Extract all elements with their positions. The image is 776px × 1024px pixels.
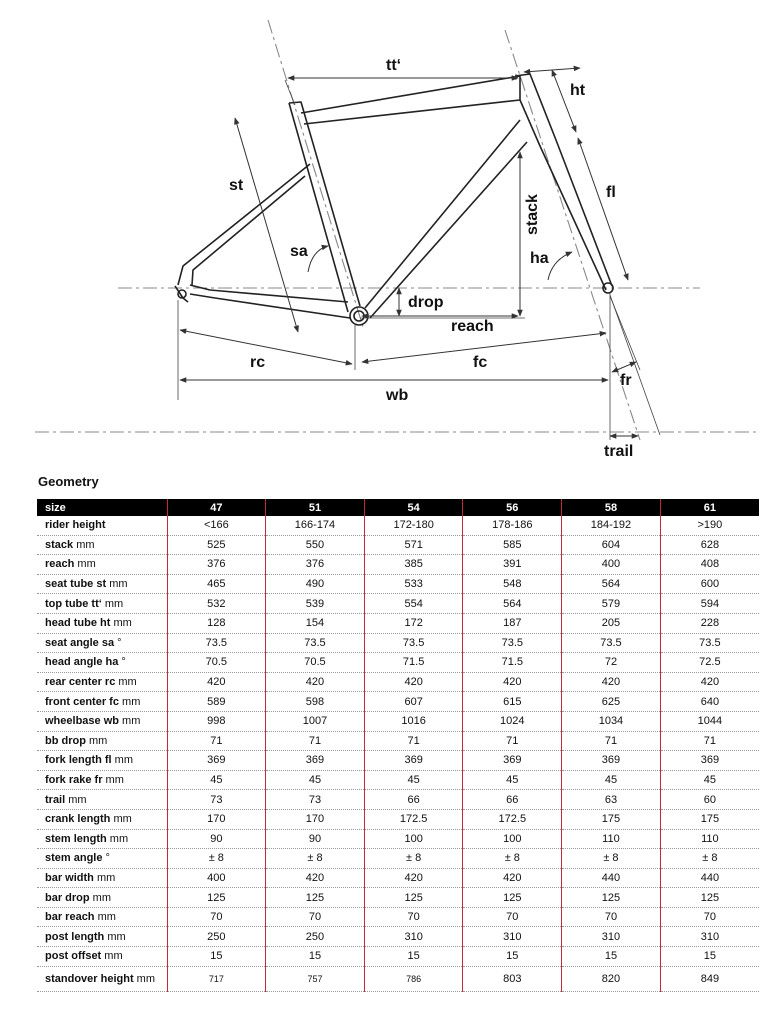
row-label-unit: mm [94,911,116,924]
geometry-table [37,499,759,992]
table-cell: 539 [266,594,365,614]
table-cell: 757 [266,966,365,991]
table-cell: 15 [364,947,463,967]
table-cell: 175 [660,809,759,829]
table-cell: 420 [364,672,463,692]
label-reach: reach [451,318,494,335]
table-cell: 100 [463,829,562,849]
table-row [37,731,759,751]
table-cell: 170 [266,809,365,829]
table-row [37,829,759,849]
table-cell: <166 [167,516,266,535]
table-cell: 385 [364,555,463,575]
table-cell: 998 [167,711,266,731]
row-label [37,535,167,555]
row-label [37,888,167,908]
table-cell: 71 [463,731,562,751]
table-row [37,947,759,967]
table-cell: 71 [167,731,266,751]
geometry-title: Geometry [38,474,99,489]
table-row [37,692,759,712]
row-label [37,829,167,849]
table-cell: 125 [463,888,562,908]
table-cell: 1016 [364,711,463,731]
row-label-name: stem angle [45,852,103,865]
row-label-name: stack [45,538,74,551]
row-label [37,574,167,594]
table-row [37,751,759,771]
table-cell: 154 [266,613,365,633]
header-size-54: 54 [364,499,463,516]
row-label-unit: mm [101,950,123,963]
table-cell: 1044 [660,711,759,731]
row-label [37,966,167,991]
label-drop: drop [408,294,444,311]
table-cell: 532 [167,594,266,614]
row-label-unit: mm [101,597,124,610]
table-cell: 564 [463,594,562,614]
table-cell: 607 [364,692,463,712]
table-cell: 45 [364,770,463,790]
table-cell: 408 [660,555,759,575]
row-label [37,731,167,751]
table-cell: 172.5 [463,809,562,829]
table-row [37,790,759,810]
table-row [37,711,759,731]
table-cell: 400 [167,868,266,888]
table-cell: 15 [660,947,759,967]
table-cell: 71.5 [364,653,463,673]
extension-lines [178,74,660,440]
label-fc: fc [473,354,488,371]
table-cell: 66 [364,790,463,810]
table-cell: 45 [463,770,562,790]
table-cell: 598 [266,692,365,712]
table-cell: 554 [364,594,463,614]
table-cell: 66 [463,790,562,810]
header-size-61: 61 [660,499,759,516]
table-cell: 15 [562,947,661,967]
table-row [37,927,759,947]
table-cell: 420 [463,868,562,888]
table-cell: 1024 [463,711,562,731]
table-cell: 71.5 [463,653,562,673]
row-label [37,809,167,829]
row-label-name: post offset [45,950,102,963]
row-label-name: wheelbase wb [45,715,119,728]
row-label-name: trail [45,793,66,806]
header-size-47: 47 [167,499,266,516]
row-label [37,751,167,771]
table-cell: 15 [463,947,562,967]
table-cell: 73.5 [562,633,661,653]
row-label-unit: mm [106,832,129,845]
table-cell: 615 [463,692,562,712]
table-cell: 172-180 [364,516,463,535]
row-label [37,770,167,790]
row-label-unit: mm [118,715,141,728]
table-cell: 525 [167,535,266,555]
row-label [37,711,167,731]
row-label-name: reach [45,558,75,571]
table-cell: 45 [660,770,759,790]
table-cell: 166-174 [266,516,365,535]
table-cell: 71 [364,731,463,751]
row-label-unit: mm [133,972,156,985]
table-cell: 628 [660,535,759,555]
table-cell: 310 [660,927,759,947]
table-cell: 71 [562,731,661,751]
table-cell: 45 [167,770,266,790]
label-stack: stack [524,194,541,235]
table-cell: 369 [364,751,463,771]
table-cell: 73.5 [167,633,266,653]
row-label-name: front center fc [45,695,119,708]
row-label [37,868,167,888]
table-cell: 420 [562,672,661,692]
table-cell: ± 8 [364,849,463,869]
table-cell: 15 [266,947,365,967]
table-cell: 228 [660,613,759,633]
table-cell: 63 [562,790,661,810]
table-cell: 72.5 [660,653,759,673]
table-cell: 420 [660,672,759,692]
row-label-unit: mm [104,930,126,943]
seat-tube-axis [268,20,364,330]
row-label-name: fork length fl [45,754,112,767]
table-cell: ± 8 [463,849,562,869]
table-cell: 420 [167,672,266,692]
row-label-name: bar drop [45,891,90,904]
table-cell: 820 [562,966,661,991]
table-row [37,672,759,692]
table-cell: 490 [266,574,365,594]
table-row [37,516,759,535]
row-label-unit: mm [102,774,124,787]
table-cell: 187 [463,613,562,633]
label-trail: trail [604,443,634,460]
table-cell: 594 [660,594,759,614]
row-label-name: seat angle sa [45,636,115,649]
label-fl: fl [606,184,616,201]
header-size-51: 51 [266,499,365,516]
table-cell: 70 [562,907,661,927]
table-cell: 70 [266,907,365,927]
row-label [37,653,167,673]
table-cell: 803 [463,966,562,991]
table-row [37,613,759,633]
row-label-unit: mm [93,871,116,884]
table-cell: 45 [562,770,661,790]
table-cell: 420 [364,868,463,888]
table-cell: 70 [463,907,562,927]
row-label-unit: mm [110,813,132,826]
table-cell: 45 [266,770,365,790]
label-sa: sa [290,243,308,260]
table-cell: 589 [167,692,266,712]
table-cell: 250 [266,927,365,947]
header-size: size [37,499,167,516]
table-cell: 533 [364,574,463,594]
table-cell: 310 [463,927,562,947]
dimension-lines [180,68,638,436]
table-row [37,888,759,908]
table-cell: 571 [364,535,463,555]
label-ht: ht [570,82,586,99]
table-cell: 73.5 [660,633,759,653]
row-label-name: stem length [45,832,107,845]
row-label [37,516,167,535]
table-cell: 125 [266,888,365,908]
table-cell: 205 [562,613,661,633]
row-label-unit: mm [110,617,132,630]
row-label [37,907,167,927]
row-label-unit: mm [118,695,141,708]
table-cell: 15 [167,947,266,967]
table-cell: 72 [562,653,661,673]
table-cell: ± 8 [266,849,365,869]
row-label-unit: mm [74,558,96,571]
row-label [37,672,167,692]
table-cell: 70.5 [167,653,266,673]
table-cell: 70 [660,907,759,927]
row-label [37,613,167,633]
row-label-unit: ° [118,656,126,669]
header-size-56: 56 [463,499,562,516]
table-cell: 178-186 [463,516,562,535]
table-cell: 70 [167,907,266,927]
row-label [37,790,167,810]
table-row [37,849,759,869]
table-row [37,535,759,555]
row-label-name: post length [45,930,105,943]
row-label-name: top tube tt‘ [45,597,102,610]
table-row [37,653,759,673]
row-label-unit: ° [114,636,122,649]
table-cell: 391 [463,555,562,575]
table-cell: 71 [266,731,365,751]
table-cell: 625 [562,692,661,712]
table-cell: 548 [463,574,562,594]
table-cell: 70 [364,907,463,927]
table-cell: 400 [562,555,661,575]
row-label-unit: mm [65,793,87,806]
table-cell: 128 [167,613,266,633]
table-cell: 172.5 [364,809,463,829]
label-fr: fr [620,372,632,389]
frame-geometry-diagram [0,0,776,465]
table-cell: 1034 [562,711,661,731]
table-cell: 369 [266,751,365,771]
table-row [37,868,759,888]
table-cell: 71 [660,731,759,751]
table-cell: 420 [463,672,562,692]
label-wb: wb [386,387,409,404]
table-cell: 640 [660,692,759,712]
table-row [37,809,759,829]
table-cell: 369 [463,751,562,771]
row-label-unit: mm [85,734,108,747]
table-cell: 90 [167,829,266,849]
bike-frame [175,74,613,325]
table-row [37,770,759,790]
table-cell: 310 [562,927,661,947]
table-cell: 440 [660,868,759,888]
table-cell: 310 [364,927,463,947]
table-cell: 100 [364,829,463,849]
table-cell: 90 [266,829,365,849]
table-cell: 184-192 [562,516,661,535]
row-label [37,633,167,653]
table-cell: >190 [660,516,759,535]
row-label-name: head angle ha [45,656,119,669]
row-label-unit: ° [102,852,110,865]
table-cell: 369 [660,751,759,771]
table-cell: 172 [364,613,463,633]
table-cell: ± 8 [562,849,661,869]
table-cell: 60 [660,790,759,810]
table-body [37,516,759,991]
label-st: st [229,177,244,194]
table-row [37,574,759,594]
table-row [37,966,759,991]
table-cell: 73.5 [266,633,365,653]
table-cell: 125 [562,888,661,908]
table-cell: 465 [167,574,266,594]
row-label-name: bb drop [45,734,86,747]
table-cell: 170 [167,809,266,829]
row-label-name: bar reach [45,911,95,924]
table-cell: 73 [266,790,365,810]
table-cell: 717 [167,966,266,991]
row-label-name: seat tube st [45,578,107,591]
row-label-unit: mm [89,891,112,904]
table-cell: 250 [167,927,266,947]
table-header-row [37,499,759,516]
row-label-unit: mm [111,754,133,767]
table-cell: ± 8 [660,849,759,869]
row-label-name: standover height [45,972,134,985]
table-cell: 73.5 [463,633,562,653]
table-cell: 420 [266,672,365,692]
table-cell: 376 [167,555,266,575]
table-cell: 420 [266,868,365,888]
table-cell: 600 [660,574,759,594]
row-label-name: rear center rc [45,676,116,689]
table-cell: 110 [562,829,661,849]
table-row [37,555,759,575]
table-cell: 376 [266,555,365,575]
table-row [37,594,759,614]
table-row [37,907,759,927]
table-cell: 564 [562,574,661,594]
row-label [37,555,167,575]
label-rc: rc [250,354,266,371]
table-row [37,633,759,653]
table-cell: 604 [562,535,661,555]
table-cell: ± 8 [167,849,266,869]
table-cell: 70.5 [266,653,365,673]
row-label-name: bar width [45,871,94,884]
table-cell: 550 [266,535,365,555]
table-cell: 440 [562,868,661,888]
table-cell: 786 [364,966,463,991]
table-cell: 73 [167,790,266,810]
table-cell: 125 [167,888,266,908]
row-label [37,594,167,614]
table-cell: 1007 [266,711,365,731]
row-label [37,947,167,967]
row-label [37,692,167,712]
table-cell: 369 [167,751,266,771]
table-cell: 579 [562,594,661,614]
row-label [37,849,167,869]
table-cell: 585 [463,535,562,555]
row-label-name: head tube ht [45,617,111,630]
table-cell: 125 [364,888,463,908]
table-cell: 849 [660,966,759,991]
table-cell: 110 [660,829,759,849]
row-label-unit: mm [106,578,128,591]
table-cell: 175 [562,809,661,829]
table-cell: 73.5 [364,633,463,653]
row-label-unit: mm [115,676,137,689]
header-size-58: 58 [562,499,661,516]
row-label-unit: mm [73,538,95,551]
row-label-name: fork rake fr [45,774,103,787]
table-cell: 125 [660,888,759,908]
label-tt: tt‘ [386,57,402,74]
row-label [37,927,167,947]
table-cell: 369 [562,751,661,771]
row-label-name: crank length [45,813,111,826]
row-label-name: rider height [45,519,106,532]
label-ha: ha [530,250,549,267]
